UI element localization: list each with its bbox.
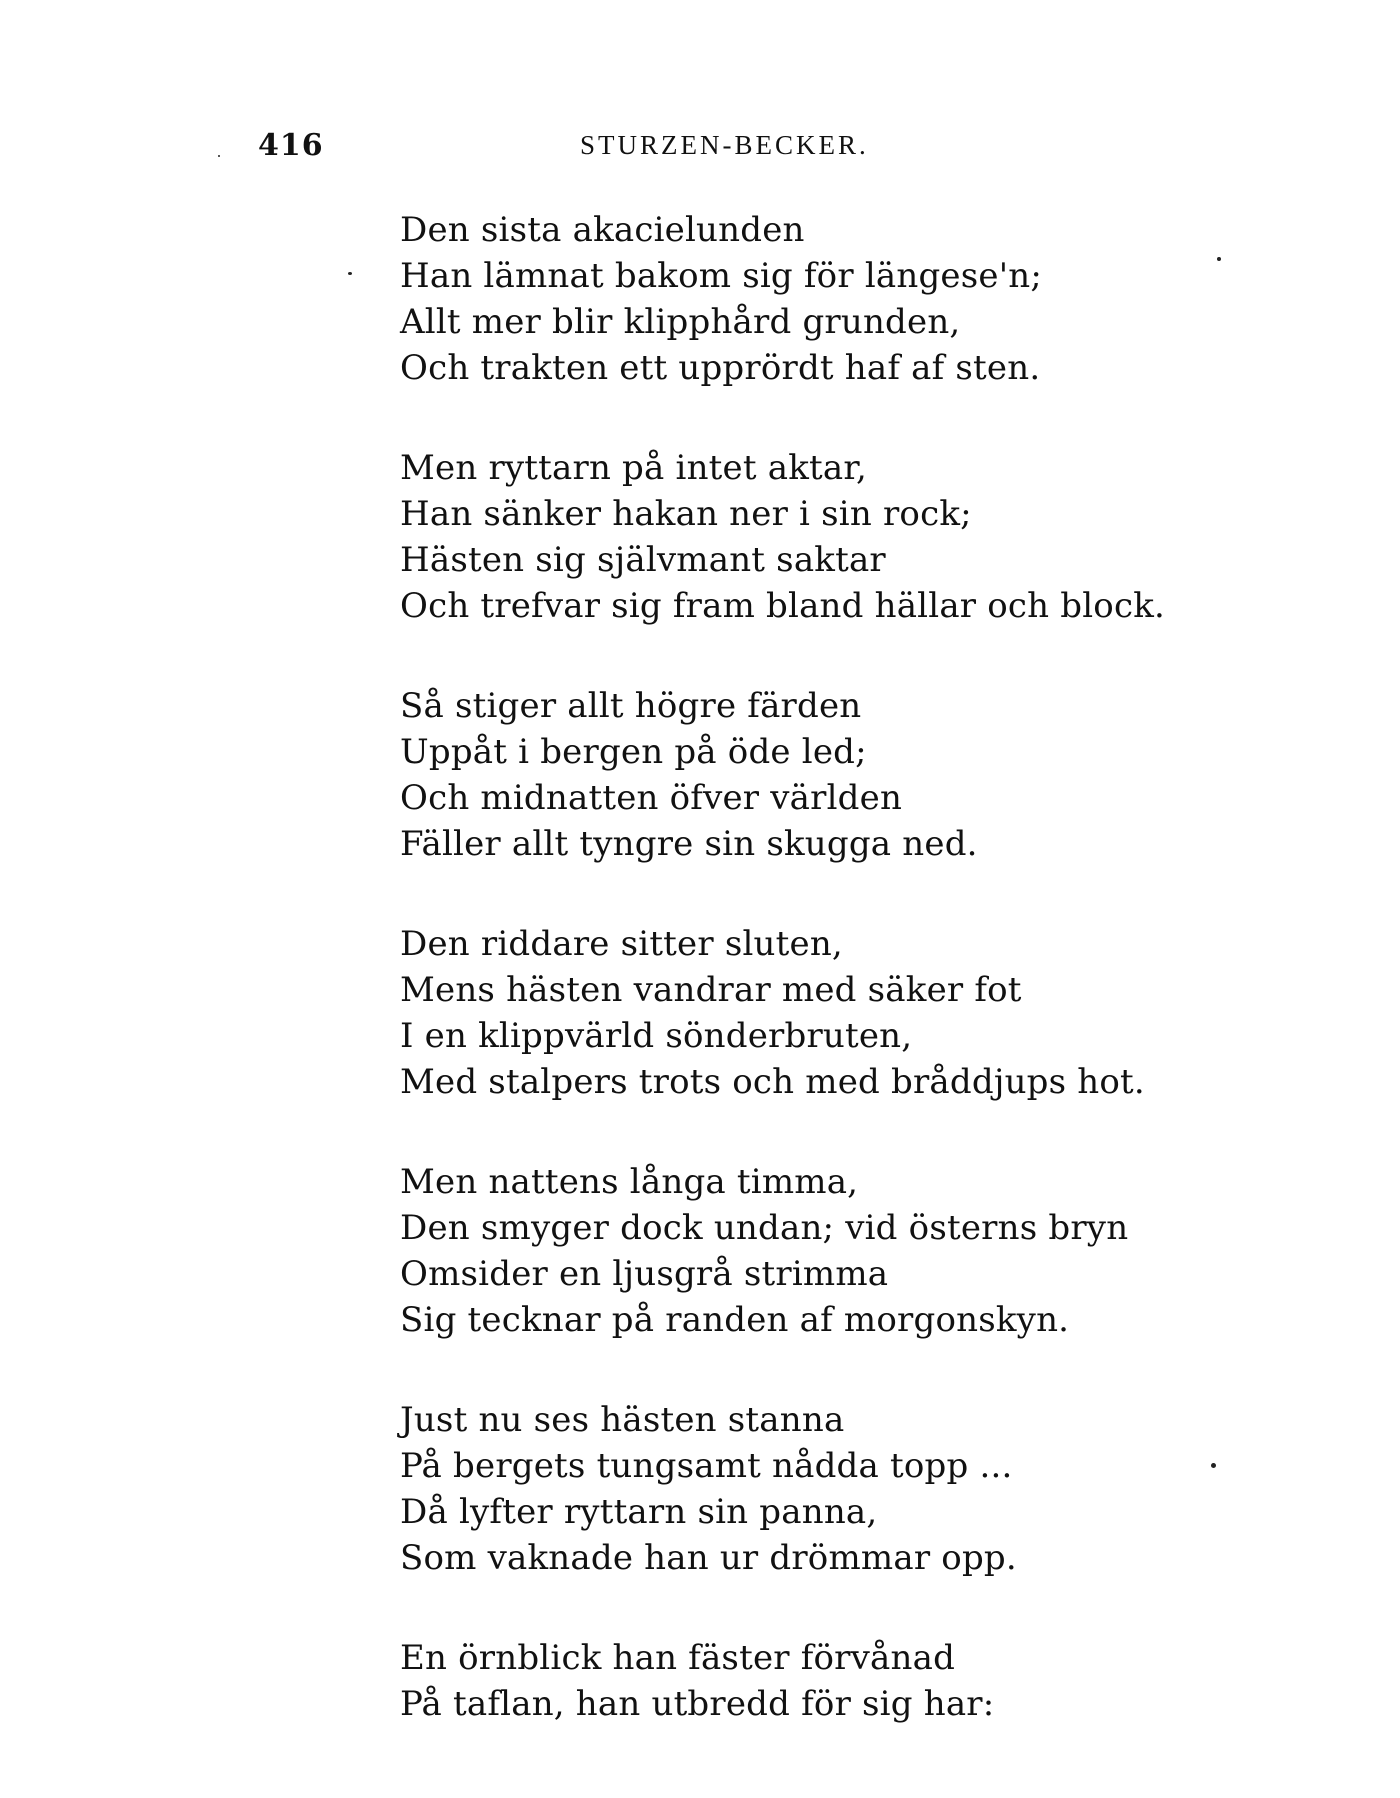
poem-line: Så stiger allt högre färden — [400, 686, 862, 726]
running-head: STURZEN-BECKER. — [580, 130, 869, 160]
poem-line: Och trefvar sig fram bland hällar och block. — [400, 586, 1166, 626]
poem-line: Och midnatten öfver världen — [400, 778, 903, 818]
poem-line: Den smyger dock undan; vid österns bryn — [400, 1208, 1129, 1248]
poem-line: På bergets tungsamt nådda topp ... — [400, 1446, 1013, 1486]
print-speck — [348, 272, 352, 275]
poem-line: På taflan, han utbredd för sig har: — [400, 1684, 995, 1724]
poem-line: Som vaknade han ur drömmar opp. — [400, 1538, 1017, 1578]
poem-line: Då lyfter ryttarn sin panna, — [400, 1492, 878, 1532]
poem-line: Just nu ses hästen stanna — [400, 1400, 845, 1440]
poem-line: Han lämnat bakom sig för längese'n; — [400, 256, 1043, 296]
poem-line: Mens hästen vandrar med säker fot — [400, 970, 1022, 1010]
print-speck — [1217, 257, 1221, 261]
poem-line: En örnblick han fäster förvånad — [400, 1638, 956, 1678]
poem-line: Omsider en ljusgrå strimma — [400, 1254, 889, 1294]
poem-line: Den sista akacielunden — [400, 210, 805, 250]
stanza — [400, 1397, 1160, 1581]
poem — [400, 207, 1166, 1781]
stanza — [400, 207, 1160, 391]
poem-line: Med stalpers trots och med bråddjups hot. — [400, 1062, 1145, 1102]
poem-line: Han sänker hakan ner i sin rock; — [400, 494, 972, 534]
print-speck — [218, 155, 220, 157]
poem-line: Och trakten ett upprördt haf af sten. — [400, 348, 1041, 388]
page-number: 416 — [258, 128, 324, 163]
poem-line: Men nattens långa timma, — [400, 1162, 859, 1202]
poem-line: Den riddare sitter sluten, — [400, 924, 843, 964]
print-speck — [1211, 1463, 1216, 1468]
poem-line: Uppåt i bergen på öde led; — [400, 732, 867, 772]
poem-line: Hästen sig självmant saktar — [400, 540, 886, 580]
poem-line: Sig tecknar på randen af morgonskyn. — [400, 1300, 1070, 1340]
stanza — [400, 683, 1160, 867]
poem-line: Fäller allt tyngre sin skugga ned. — [400, 824, 978, 864]
poem-line: Allt mer blir klipphård grunden, — [400, 302, 961, 342]
stanza — [400, 921, 1160, 1105]
stanza — [400, 1635, 1160, 1727]
poem-line: I en klippvärld sönderbruten, — [400, 1016, 913, 1056]
poem-line: Men ryttarn på intet aktar, — [400, 448, 868, 488]
stanza — [400, 445, 1166, 629]
stanza — [400, 1159, 1160, 1343]
